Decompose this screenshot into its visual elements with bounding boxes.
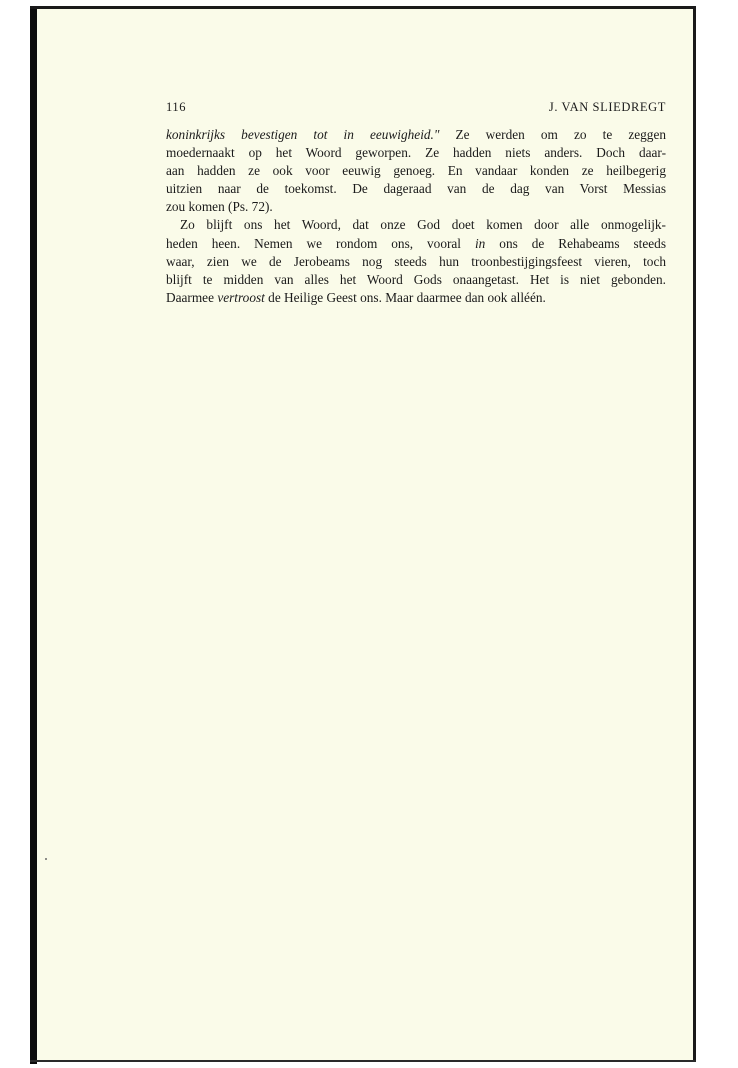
paragraph-2 <box>166 216 666 306</box>
text-fragment: Ze werden om zo te zeggen <box>439 127 667 142</box>
text-line <box>166 289 666 307</box>
italic-quote: koninkrijks bevestigen tot in eeuwigheid." <box>166 127 440 142</box>
paragraph-1 <box>166 126 666 216</box>
text-line: aan hadden ze ook voor eeuwig genoeg. En vandaar konden ze heilbegerig <box>166 163 666 179</box>
text-fragment: Daarmee <box>166 289 214 305</box>
text-line: waar, zien we de Jerobeams nog steeds hun troonbestijgingsfeest vieren, toch <box>166 253 666 269</box>
running-head <box>166 100 666 118</box>
page-bottom-edge <box>30 1060 696 1062</box>
scan-speck <box>45 858 47 860</box>
body-text <box>166 126 666 307</box>
running-head-author: J. VAN SLIEDREGT <box>548 100 666 114</box>
text-fragment: heden heen. Nemen we rondom ons, vooral <box>166 235 462 251</box>
page-number: 116 <box>166 100 187 114</box>
page-right-edge <box>693 6 696 1062</box>
italic-word: in <box>474 235 486 251</box>
text-line: moedernaakt op het Woord geworpen. Ze hadden niets anders. Doch daar- <box>166 145 666 161</box>
text-line: zou komen (Ps. 72). <box>166 199 273 215</box>
text-line: uitzien naar de toekomst. De dageraad van de dag van Vorst Messias <box>166 181 666 197</box>
page-top-edge <box>30 6 696 9</box>
text-line: Zo blijft ons het Woord, dat onze God doet komen door alle onmogelijk- <box>180 217 666 233</box>
text-line <box>166 126 666 144</box>
text-fragment: de Heilige Geest ons. Maar daarmee dan ook alléén. <box>268 289 546 305</box>
text-fragment: ons de Rehabeams steeds <box>499 235 667 251</box>
text-line <box>166 235 666 253</box>
italic-word: vertroost <box>217 289 265 305</box>
text-line: blijft te midden van alles het Woord Gods onaangetast. Het is niet gebonden. <box>166 271 666 287</box>
page-left-edge-shadow <box>30 6 37 1064</box>
